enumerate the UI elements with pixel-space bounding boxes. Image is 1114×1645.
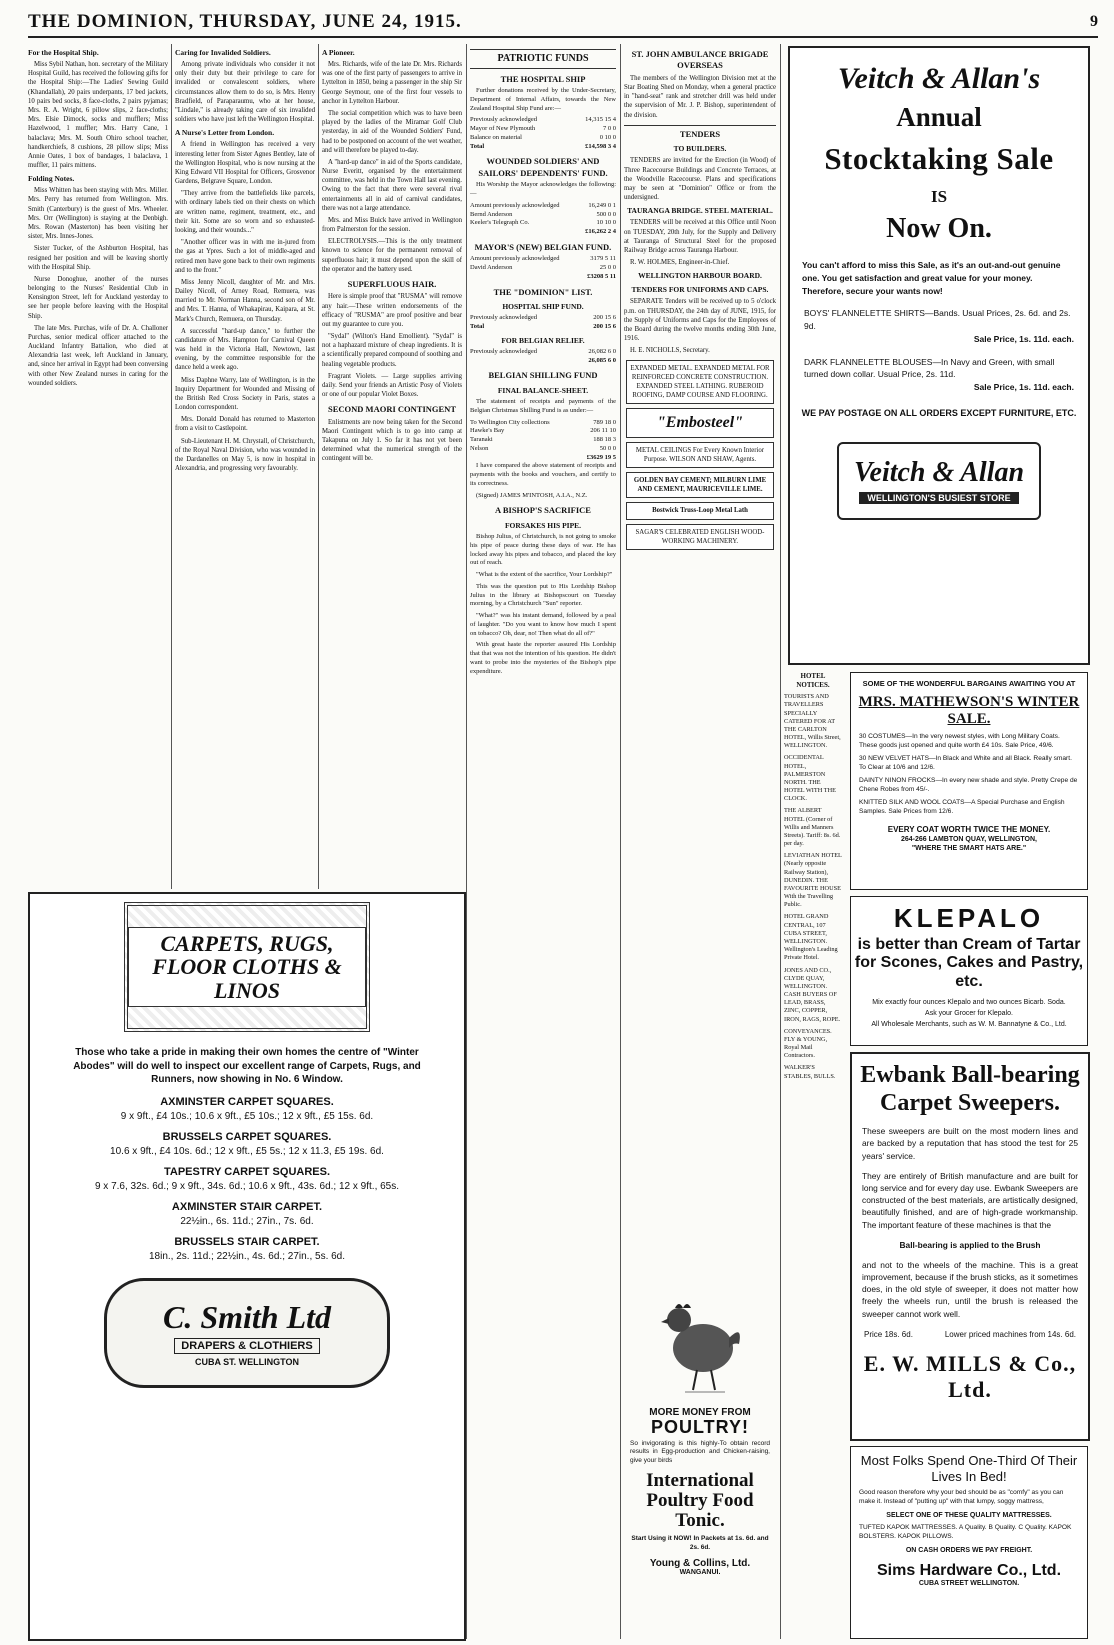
fund-row: Keeler's Telegraph Co. 10 10 0 bbox=[470, 219, 616, 227]
article-paragraph: Mrs. Richards, wife of the late Dr. Mrs. Richards was one of the first party of passengers to arrive in Lyttelton in 1850, being a passenger in the ship Sir George Seymour, one of the first four vessels to anchor in Lyttelton Harbour. bbox=[322, 61, 462, 105]
fund-row: Taranaki 188 18 3 bbox=[470, 436, 616, 444]
ad-embosteel: "Embosteel" bbox=[626, 408, 774, 438]
article-paragraph: "Another officer was in with me in-jured from the gas at Ypres. Such a lot of middle-aged and retired men have gone back to their own regiments and to the front." bbox=[175, 239, 315, 274]
article-paragraph: Miss Sybil Nathan, hon. secretary of the Military Hospital Guild, has received the following gifts for the Hospital Ship:—The Ladies' Sewing Guild (Khandallah), 20 pairs underpants, 17 bed jackets, 10 pairs bed socks, 8 face-cloths, 2 pairs pyjamas; Mrs. R. A. Wright, 6 pillow slips, 2 face-cloths; Mrs. Elsie Dimock, socks and mufflers; Miss Hazelwood, 1 muffler; Mrs. Harry Cane, 1 balaclava; Mrs. M. South Ohiro school teacher, handkerchiefs, 8 cushions, 28 pillow slips; Miss Annie Oates, 1 box of bandages, 1 balaclava, 1 muffler, 11 pairs mittens. bbox=[28, 61, 168, 170]
fund-row: Mayor of New Plymouth 7 0 0 bbox=[470, 125, 616, 133]
article-paragraph: Further donations received by the Under-Secretary, Department of Internal Affairs, towards the New Zealand Hospital Ship Fund are:— bbox=[470, 86, 616, 112]
poultry-headline: MORE MONEY FROM bbox=[649, 1407, 751, 1418]
mathewson-slogan: "WHERE THE SMART HATS ARE." bbox=[911, 844, 1027, 852]
smith-logo-address: CUBA ST. WELLINGTON bbox=[195, 1356, 299, 1367]
hotel-notice: CONVEYANCES. FLY & YOUNG, Royal Mail Contractors. bbox=[784, 1027, 832, 1060]
article-paragraph: Sub-Lieutenant H. M. Chrystall, of Christchurch, of the Royal Naval Division, who was wounded in the Dardanelles on May 5, is now in hospital in Alexandria, and progressing very favourably. bbox=[175, 437, 315, 473]
headline: For the Hospital Ship. bbox=[28, 48, 99, 57]
article-paragraph: Sister Tucker, of the Ashburton Hospital, has resigned her position and will be leaving shortly with the Hospital Ship. bbox=[28, 245, 168, 271]
hotel-notice: HOTEL GRAND CENTRAL, 107 CUBA STREET, WELLINGTON. Wellington's Leading Private Hotel. bbox=[784, 913, 838, 962]
article-paragraph: A "hard-up dance" in aid of the Sports candidate, Nurse Everitt, organised by the entertainment committee, was held in the Town Hall last evening. Owing to the fact that there were several rival entertainments all in aid of carnival candidates, there was not a large attendance. bbox=[322, 158, 462, 212]
ad-carpets bbox=[28, 892, 466, 1641]
column-social-2 bbox=[175, 44, 315, 889]
ewbank-feature: Ball-bearing is applied to the Brush bbox=[899, 1239, 1041, 1250]
section-banner: PATRIOTIC FUNDS bbox=[470, 49, 616, 69]
ewbank-text: They are entirely of British manufacture and are built for long service and for every day use. Ewbank Sweepers are constructed of the best materials, are artistically designed, beautifully finished, and are of high-grade workmanship. The important feature of these machines is that the bbox=[862, 1170, 1079, 1230]
article-paragraph: This was the question put to His Lordship Bishop Julius in the library at Bishopscourt on Tuesday morning, by a Christchurch "Sun" reporter. bbox=[470, 582, 616, 608]
hotel-notice: TOURISTS AND TRAVELLERS SPECIALLY CATERED FOR AT THE CARLTON HOTEL, Willis Street, WELLINGTON. bbox=[784, 693, 841, 750]
fund-row: David Anderson 25 0 0 bbox=[470, 264, 616, 272]
headline: Folding Notes. bbox=[28, 174, 75, 184]
subheadline: HOSPITAL SHIP FUND. bbox=[502, 302, 584, 312]
ewbank-title: Ewbank Ball-bearing Carpet Sweepers. bbox=[860, 1062, 1080, 1116]
column-hotel-notices bbox=[784, 672, 842, 1637]
ad-ewbank-sweepers bbox=[850, 1052, 1090, 1441]
mathewson-address: 264-266 LAMBTON QUAY, WELLINGTON, bbox=[900, 835, 1037, 843]
ad-sims-hardware bbox=[850, 1446, 1088, 1639]
veitch-logo-name: Veitch & Allan bbox=[853, 457, 1025, 489]
ad-sagars-machinery: SAGAR'S CELEBRATED ENGLISH WOOD-WORKING MACHINERY. bbox=[626, 524, 774, 550]
ad-poultry-food bbox=[624, 1280, 776, 1637]
fund-row: Hawke's Bay 206 11 10 bbox=[470, 427, 616, 435]
poultry-headline-big: POULTRY! bbox=[651, 1417, 749, 1437]
headline: TENDERS bbox=[624, 125, 776, 140]
klepalo-brand: KLEPALO bbox=[893, 903, 1045, 933]
article-paragraph: "Sydal" (Wilton's Hand Emollient). "Sydal" is not a haphazard mixture of cheap ingredients. It is a scientifically prepared compound of soothing and healing vegetable products. bbox=[322, 333, 462, 368]
headline: ST. JOHN AMBULANCE BRIGADE OVERSEAS bbox=[631, 49, 769, 71]
article-paragraph: Mrs. Donald Donald has returned to Masterton from a visit to Castlepoint. bbox=[175, 416, 315, 433]
ad-metal-ceilings: METAL CEILINGS For Every Known Interior Purpose. WILSON AND SHAW, Agents. bbox=[626, 442, 774, 468]
article-paragraph: Enlistments are now being taken for the Second Maori Contingent which is to go into camp at Takapuna on July 1. So far it has not yet been determined what the numerical strength of the contingent will be. bbox=[322, 418, 462, 463]
veitch-sale: Stocktaking Sale bbox=[824, 141, 1054, 176]
article-paragraph: "What?" was his instant demand, followed by a peal of laughter. "Do you want to know how much I spent on tobacco? Oh, dear, no! Then what do all of?" bbox=[470, 612, 616, 637]
fund-row: Nelson 50 0 0 bbox=[470, 444, 616, 452]
column-social-3 bbox=[322, 44, 462, 889]
carpets-banner-text: CARPETS, RUGS, FLOOR CLOTHS & LINOS bbox=[128, 927, 366, 1006]
article-paragraph: TENDERS will be received at this Office until Noon on TUESDAY, 20th July, for the Supply and Delivery at Tauranga of Structural Steel for the proposed Railway Bridge across Tauranga Harbour. bbox=[624, 219, 776, 254]
sims-freight: ON CASH ORDERS WE PAY FREIGHT. bbox=[905, 1547, 1033, 1555]
carpets-intro: Those who take a pride in making their own homes the centre of "Winter Abodes" will do well to inspect our excellent range of Carpets, Rugs, and Runners, now showing in No. 6 Window. bbox=[73, 1047, 421, 1085]
subheadline: TENDERS FOR UNIFORMS AND CAPS. bbox=[631, 285, 769, 295]
headline: A Nurse's Letter from London. bbox=[175, 128, 275, 138]
subheadline: TAURANGA BRIDGE. STEEL MATERIAL. bbox=[627, 206, 773, 216]
article-paragraph: Among private individuals who consider it not only their duty but their privilege to care for invalided or convalescent soldiers, where circumstances allow them to do so, is Mrs. Henry Bradfield, of Paraparaumu, who at her house, "Lindale," is already taking care of six invalided soldiers who have just left the Wellington Hospital. bbox=[175, 61, 315, 124]
fund-total: £16,262 2 4 bbox=[585, 228, 616, 236]
klepalo-text: Ask your Grocer for Klepalo. bbox=[925, 1010, 1013, 1018]
poultry-product: International Poultry Food Tonic. bbox=[646, 1470, 754, 1532]
subheadline: FINAL BALANCE-SHEET. bbox=[497, 385, 589, 395]
signature: (Signed) JAMES M'INTOSH, A.I.A., N.Z. bbox=[476, 491, 588, 499]
poultry-text: Start Using it NOW! In Packets at 1s. 6d. and 2s. 6d. bbox=[631, 1535, 769, 1551]
article-paragraph: Mrs. and Miss Buick have arrived in Wellington from Palmerston for the session. bbox=[322, 216, 462, 234]
column-social-1 bbox=[28, 44, 168, 889]
article-paragraph: "They arrive from the battlefields like parcels, with ordinary labels tied on their chests on which are written name, regiment, treatment, etc., and their kit. Some are so worn and so exhausted-looking, and their wounds..." bbox=[175, 190, 315, 234]
carpets-banner bbox=[124, 902, 370, 1032]
subheadline: FOR BELGIAN RELIEF. bbox=[501, 335, 585, 345]
article-paragraph: The social competition which was to have been played by the ladies of the Miramar Golf Club yesterday, in aid of the Wounded Soldiers' Fund, had to be postponed on account of the wet weather, and will therefore be played to-day. bbox=[322, 109, 462, 154]
headline: MAYOR'S (NEW) BELGIAN FUND. bbox=[474, 241, 612, 252]
sims-firm: Sims Hardware Co., Ltd. bbox=[876, 1562, 1062, 1580]
ad-veitch-allan bbox=[788, 46, 1090, 665]
sims-headline: Most Folks Spend One-Third Of Their Lives In Bed! bbox=[860, 1453, 1078, 1484]
ewbank-text: These sweepers are built on the most modern lines and are backed by a reputation that has stood the test for 25 years' service. bbox=[862, 1126, 1078, 1161]
klepalo-slogan: is better than Cream of Tartar for Scones, Cakes and Pastry, etc. bbox=[854, 936, 1084, 990]
mathewson-title: MRS. MATHEWSON'S WINTER SALE. bbox=[858, 694, 1080, 727]
subheadline: TO BUILDERS. bbox=[673, 144, 727, 154]
veitch-is: IS bbox=[930, 187, 948, 206]
poultry-firm: Young & Collins, Ltd. bbox=[649, 1558, 751, 1569]
fund-row: Bernd Anderson 500 0 0 bbox=[470, 210, 616, 218]
column-rule bbox=[780, 44, 781, 1639]
mathewson-top: SOME OF THE WONDERFUL BARGAINS AWAITING YOU AT bbox=[862, 679, 1076, 688]
carpet-item: AXMINSTER CARPET SQUARES. 9 x 9ft., £4 10s.; 10.6 x 9ft., £5 10s.; 12 x 9ft., £5 15s. 6d. bbox=[120, 1095, 374, 1122]
ewbank-prices bbox=[864, 1330, 1076, 1339]
carpet-item: AXMINSTER STAIR CARPET. 22½in., 6s. 11d.; 27in., 7s. 6d. bbox=[171, 1200, 323, 1227]
article-paragraph: Miss Daphne Warry, late of Wellington, is in the Inquiry Department for Wounded and Missing of the British Red Cross Society in Paris, states a London correspondent. bbox=[175, 376, 315, 412]
ad-golden-bay-cement: GOLDEN BAY CEMENT; MILBURN LIME AND CEMENT, MAURICEVILLE LIME. bbox=[626, 472, 774, 498]
article-paragraph: TENDERS are invited for the Erection (in Wood) of Three Racecourse Buildings and Concrete Terraces, at the Woodville Racecourse. Plans and specifications may be seen at "Dominion" Office or from the undersigned. bbox=[624, 157, 776, 202]
article-paragraph: Miss Whitten has been staying with Mrs. Miller. Mrs. Perry has returned from Wellington. Mrs. Smith (Canterbury) is the guest of Mrs. Wheeler. Mrs. Orr (Wellington) is staying at the Denbigh. Mrs. Rowan (Masterton) has been visiting her sister, Mrs. Innes-Jones. bbox=[28, 187, 168, 241]
article-paragraph: SEPARATE Tenders will be received up to 5 o'clock p.m. on THURSDAY, the 24th day of JUNE, 1915, for the Supply of Uniforms and Caps for the Employees of the Board during the twelve months ending 30th June, 1916. bbox=[624, 298, 776, 343]
signature: R. W. HOLMES, Engineer-in-Chief. bbox=[630, 259, 730, 267]
headline: SECOND MAORI CONTINGENT bbox=[328, 404, 456, 415]
ad-klepalo bbox=[850, 896, 1088, 1046]
smith-logo-sub: DRAPERS & CLOTHIERS bbox=[174, 1338, 319, 1354]
fund-total: Total 200 15 6 bbox=[470, 322, 616, 330]
subheadline: WELLINGTON HARBOUR BOARD. bbox=[638, 271, 762, 281]
fund-row: Previously acknowledged 14,315 15 4 bbox=[470, 116, 616, 124]
masthead bbox=[28, 8, 1098, 38]
poultry-town: WANGANUI. bbox=[679, 1569, 721, 1576]
veitch-logo-store: WELLINGTON'S BUSIEST STORE bbox=[859, 492, 1018, 504]
veitch-item: BOYS' FLANNELETTE SHIRTS—Bands. Usual Prices, 2s. 6d. and 2s. 9d. Sale Price, 1s. 11d. each. bbox=[804, 308, 1074, 344]
smith-logo bbox=[104, 1278, 390, 1388]
headline: SUPERFLUOUS HAIR. bbox=[347, 278, 437, 289]
article-paragraph: Fragrant Violets. — Large supplies arriving daily. Send your friends an Artistic Posy of Violets or one of our popular Violet Boxes. bbox=[322, 372, 462, 399]
article-paragraph: A friend in Wellington has received a very interesting letter from Sister Agnes Bentley, late of the Wellington Hospital, who is now nursing at the King Edward VII Hospital for Officers, Grosvenor Gardens, Belgrave Square, London. bbox=[175, 141, 315, 186]
hotel-notice: LEVIATHAN HOTEL (Nearly opposite Railway Station), DUNEDIN. THE FAVOURITE HOUSE With the Travelling Public. bbox=[784, 852, 842, 909]
article-paragraph: Nurse Donoghue, another of the nurses belonging to the Nurses' Residential Club in Kensington Street, left for Auckland yesterday to see her people before leaving with the Hospital Ship. bbox=[28, 275, 168, 320]
fund-total: 26,085 6 0 bbox=[588, 356, 616, 364]
signature: H. E. NICHOLLS, Secretary. bbox=[630, 347, 710, 355]
article-paragraph: The members of the Wellington Division met at the Star Boating Shed on Monday, when a general practice in "hand-seat" rank and stretcher drill was held under the supervision of Mr. J. P. Bishop, superintendent of the division. bbox=[624, 74, 776, 119]
sims-text: Good reason therefore why your bed should be as "comfy" as you can make it. Instead of "putting up" with that lumpy, soggy mattress, bbox=[859, 1489, 1064, 1505]
ewbank-price-lower: Lower priced machines from 14s. 6d. bbox=[944, 1329, 1076, 1339]
mathewson-item: 30 COSTUMES—In the very newest styles, with Long Military Coats. These goods just opened and quite worth £4 10s. Sale Price, 49/6. bbox=[859, 733, 1060, 749]
column-rule bbox=[466, 44, 467, 1639]
headline: Caring for Invalided Soldiers. bbox=[175, 48, 271, 57]
article-paragraph: The statement of receipts and payments of the Belgian Christmas Shilling Fund is as under:— bbox=[470, 398, 616, 414]
hotel-notice: OCCIDENTAL HOTEL, PALMERSTON NORTH. THE HOTEL WITH THE CLOCK. bbox=[784, 754, 836, 803]
headline: WOUNDED SOLDIERS' AND SAILORS' DEPENDENTS' FUND. bbox=[478, 156, 608, 178]
sims-list: TUFTED KAPOK MATTRESSES. A Quality. B Quality. C Quality. KAPOK BOLSTERS. KAPOK PILLOWS. bbox=[859, 1524, 1072, 1540]
fund-row: Amount previously acknowledged 16,249 0 1 bbox=[470, 201, 616, 209]
hotel-notice: THE ALBERT HOTEL (Corner of Willis and Manners Streets). Tariff: 8s. 6d. per day. bbox=[784, 807, 841, 848]
smith-logo-name: C. Smith Ltd bbox=[162, 1298, 332, 1335]
hotel-notice: WALKER'S STABLES, BULLS. bbox=[784, 1064, 836, 1080]
mathewson-footer: EVERY COAT WORTH TWICE THE MONEY. bbox=[887, 824, 1051, 834]
headline: A Pioneer. bbox=[322, 48, 355, 57]
veitch-annual: Annual bbox=[896, 102, 982, 132]
mathewson-item: 30 NEW VELVET HATS—In Black and White and all Black. Really smart. To Clear at 10/6 and 12/6. bbox=[859, 755, 1072, 771]
headline: THE HOSPITAL SHIP bbox=[500, 73, 586, 84]
sims-subhead: SELECT ONE OF THESE QUALITY MATTRESSES. bbox=[886, 1512, 1052, 1520]
article-paragraph: A successful "hard-up dance," to further the candidature of Mrs. Hampton for Carnival Queen was held in the Victoria Hall, Newtown, last evening, by the committee responsible for the dance held a week ago. bbox=[175, 327, 315, 372]
carpet-item: TAPESTRY CARPET SQUARES. 9 x 7.6, 32s. 6d.; 9 x 9ft., 34s. 6d.; 10.6 x 9ft., 43s. 6d.; 12 x 9ft., 65s. bbox=[94, 1165, 400, 1192]
veitch-now-on: Now On. bbox=[886, 213, 992, 244]
veitch-postage: WE PAY POSTAGE ON ALL ORDERS EXCEPT FURNITURE, ETC. bbox=[801, 407, 1077, 418]
column-rule bbox=[318, 44, 319, 889]
klepalo-text: Mix exactly four ounces Klepalo and two ounces Bicarb. Soda. bbox=[872, 999, 1066, 1007]
headline: THE "DOMINION" LIST. bbox=[493, 286, 593, 297]
article-paragraph: His Worship the Mayor acknowledges the following:— bbox=[470, 181, 616, 198]
article-paragraph: With great haste the reporter assured His Lordship that that was not the intention of his question. He didn't want to probe into the mysteries of the Bishop's pipe expenditure. bbox=[470, 641, 616, 675]
ewbank-price: Price 18s. 6d. bbox=[864, 1329, 913, 1339]
article-paragraph: The late Mrs. Purchas, wife of Dr. A. Challoner Purchas, senior medical officer attached to the Auckland Infantry Battalion, who died at Alexandria last week, left Auckland in January, and, since her arrival in Egypt had been conversing with other New Zealand nurses in caring for the wounded soldiers. bbox=[28, 324, 168, 387]
fund-total: Total £14,598 3 4 bbox=[470, 142, 616, 150]
masthead-title: THE DOMINION, THURSDAY, JUNE 24, 1915. bbox=[28, 11, 462, 32]
fund-row: Previously acknowledged 26,082 6 0 bbox=[470, 347, 616, 355]
hotel-notice: JONES AND CO., CLYDE QUAY, WELLINGTON. CASH BUYERS OF LEAD, BRASS, ZINC, COPPER, IRON, RAGS, ROPE. bbox=[784, 966, 841, 1023]
carpet-item: BRUSSELS CARPET SQUARES. 10.6 x 9ft., £4 10s. 6d.; 12 x 9ft., £5 5s.; 12 x 11.3, £5 19s. 6d. bbox=[110, 1130, 384, 1157]
fund-row: Balance on material 0 10 0 bbox=[470, 133, 616, 141]
headline: HOTEL NOTICES. bbox=[796, 672, 830, 690]
fund-total: £3208 5 11 bbox=[587, 272, 616, 280]
article-paragraph: Miss Jenny Nicoll, daughter of Mr. and Mrs. Dailey Nicoll, of Arney Road, Remuera, was married to Mr. Norman Hanna, second son of Mr. and Mrs. T. Hanna, of Whakapirau, Kaipara, at St. Mark's Church, Remuera, on Thursday. bbox=[175, 278, 315, 323]
hen-illustration bbox=[655, 1286, 745, 1398]
veitch-title: Veitch & Allan's bbox=[837, 62, 1041, 95]
ad-mathewson-sale bbox=[850, 672, 1088, 890]
fund-row: To Wellington City collections 789 18 0 bbox=[470, 418, 616, 426]
article-paragraph: Bishop Julius, of Christchurch, is not going to smoke his pipe of peace during these days of war. He has locked away his pipes and tobacco, and placed the key out of reach. bbox=[470, 533, 616, 567]
sims-address: CUBA STREET WELLINGTON. bbox=[918, 1580, 1020, 1588]
ad-bostwick-lath: Bostwick Truss-Loop Metal Lath bbox=[626, 502, 774, 519]
ewbank-firm: E. W. MILLS & Co., Ltd. bbox=[863, 1350, 1077, 1402]
veitch-text: You can't afford to miss this Sale, as it's an out-and-out genuine one. You get satisfaction and great value for your money. Therefore, secure your wants now! bbox=[802, 260, 1061, 296]
page-number: 9 bbox=[1090, 13, 1098, 30]
klepalo-text: All Wholesale Merchants, such as W. M. Bannatyne & Co., Ltd. bbox=[871, 1021, 1067, 1029]
headline: A BISHOP'S SACRIFICE bbox=[495, 505, 591, 516]
ad-expanded-metal: EXPANDED METAL. EXPANDED METAL FOR REINFORCED CONCRETE CONSTRUCTION. EXPANDED STEEL LATHING. RUBEROID ROOFING, DAMP COURSE AND FLOORING. bbox=[626, 360, 774, 405]
article-paragraph: Here is simple proof that "RUSMA" will remove any hair.—These written endorsements of the efficacy of "RUSMA" are proof positive and bear out my guarantee to cure you. bbox=[322, 293, 462, 328]
mathewson-item: DAINTY NINON FROCKS—In every new shade and style. Pretty Crepe de Chene Robes from 45/-. bbox=[859, 777, 1078, 793]
headline: BELGIAN SHILLING FUND bbox=[488, 370, 598, 381]
mathewson-item: KNITTED SILK AND WOOL COATS—A Special Purchase and English Samples. Sale Prices from 12/6. bbox=[859, 799, 1065, 815]
fund-row: Previously acknowledged 200 15 6 bbox=[470, 314, 616, 322]
article-paragraph: I have compared the above statement of receipts and payments with the books and vouchers, and certify to its correctness. bbox=[470, 462, 616, 487]
veitch-item: DARK FLANNELETTE BLOUSES—In Navy and Green, with small turned down collar. Usual Price, 2s. 11d. Sale Price, 1s. 11d. each. bbox=[804, 356, 1074, 392]
ewbank-text: and not to the wheels of the machine. This is a great improvement, because if the brush sticks, as it sometimes does, in the old style of sweeper, it does not matter how freely the wheels run, until the brush is released the sweeper cannot work well. bbox=[862, 1259, 1078, 1319]
column-rule bbox=[171, 44, 172, 889]
column-tenders bbox=[624, 44, 776, 694]
carpet-item: BRUSSELS STAIR CARPET. 18in., 2s. 11d.; 22½in., 4s. 6d.; 27in., 5s. 6d. bbox=[148, 1235, 346, 1262]
subheadline: FORSAKES HIS PIPE. bbox=[504, 520, 582, 530]
poultry-text: So invigorating is this highly-To obtain record results in Egg-production and Chicken-raising, give your birds bbox=[630, 1440, 770, 1464]
fund-total: £3629 19 5 bbox=[586, 453, 616, 461]
article-paragraph: "What is the extent of the sacrifice, Your Lordship?" bbox=[476, 571, 613, 579]
article-paragraph: ELECTROLYSIS.—This is the only treatment known to science for the permanent removal of superfluous hair; it must depend upon the skill of the operator and the battery used. bbox=[322, 238, 462, 273]
column-patriotic-funds bbox=[470, 44, 616, 1639]
column-rule bbox=[620, 44, 621, 1639]
fund-row: Amount previously acknowledged 3179 5 11 bbox=[470, 255, 616, 263]
veitch-logo bbox=[837, 442, 1041, 520]
